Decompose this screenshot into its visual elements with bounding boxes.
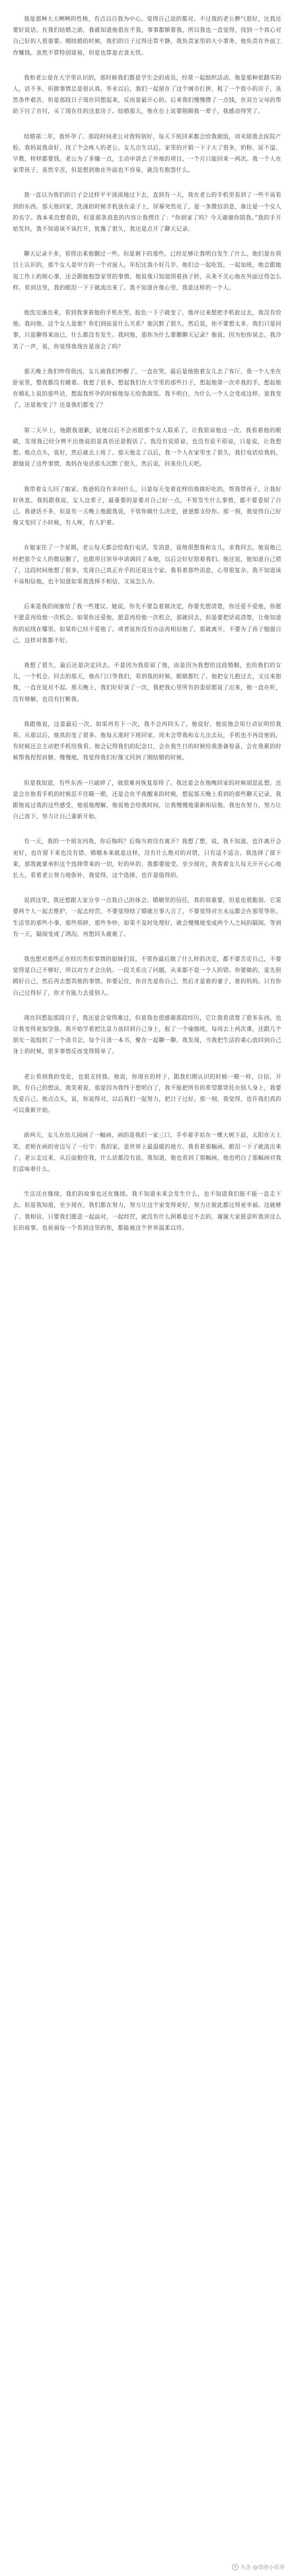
article-paragraph-10: 在娘家住了一个星期，老公每天都会给我打电话，发消息，说他很想我和女儿，求我回去。他说他已经把那个女人的微信删了，也跟项目领导申请调回了本地，以后会好好陪着我们。他还说，他知道自己错了，这段时间他想了很多，发现自己真正在乎的还是这个家。我看着那些消息，心里很复杂。我不知道该不该相信他，也不知道如果我选择不相信，又该怎么办。 xyxy=(13,545,281,585)
article-paragraph-19: 老公看到我的变化，也很支持我。他说，你现在的样子，跟我们刚认识的时候一模一样，自信，开朗，有自己的想法。我笑着说，那是因为我终于想明白了，我不能把所有的希望都寄托在别人身上，我要先爱自己。他点点头，说，你说得对，以后我们一起努力，把日子过好。那一刻，我觉得，也许我们真的可以重新开始。 xyxy=(13,1073,281,1114)
toutiao-logo-icon xyxy=(232,2564,238,2570)
article-paragraph-12: 我想了很久，最后还是决定回去。不是因为我原谅了他，而是因为我想给这段婚姻，也给我们的女儿，一个机会。回去的那天，他在门口等我们，看到我的时候，眼睛都红了。他把女儿抱过去，又过来抱我，一直在说对不起。那天晚上，我们好好谈了一次，我把我心里所有的委屈都说了出来，他一直在听，没有辩解，也没有打断我。 xyxy=(13,662,281,703)
watermark-text: 头条 @情感小故事 xyxy=(240,2565,285,2571)
article-paragraph-11: 后来是我的闺蜜给了我一些建议。她说，你先不要急着做决定，你要先想清楚，你还爱不爱他，你愿不愿意再给他一次机会。如果你还爱他，愿意再给他一次机会，那就回去，但是要把话说清楚，让他知道你的底线在哪里。如果你已经不爱他了，或者说你没有办法再相信他了，那就离开，不要为了孩子勉强自己，这样对谁都不好。 xyxy=(13,603,281,644)
article-paragraph-7: 那天晚上我们吵得很凶，女儿被我们吵醒了，一直在哭。最后是他抱着女儿去了客厅，我一个人坐在卧室里，整夜都没有睡着。我想了很多，想起我们在大学里的那些日子，想起他第一次牵我的手，想起他在婚礼上说的那些话，想起我怀孕的时候他每天给我做饭。我不明白，为什么一个人会变成这样。是我变了，还是他变了？还是我们都变了？ xyxy=(13,368,281,409)
article-paragraph-15: 有一天，我的一个朋友问我，你后悔吗？后悔当初没有离开？我想了想，说，我不知道。也许离开会更好，也许留下来也没有错。婚姻本来就是这样，没有什么绝对的对错，只有适不适合。我选择了留下来，那我就要承担这个选择带来的一切，好的坏的，我都要接受。至少现在，我看着女儿每天开开心心地长大，看着老公努力地弥补，我觉得，这个选择，也许是值得的。 xyxy=(13,838,281,879)
article-paragraph-18: 现在回想起那段日子，我还是会觉得难过，但是我也很感谢那段经历，它让我看清楚了很多东西，也让我变得更加坚强。我开始学着把注意力放回到自己身上，报了一个瑜伽班，每周去上两次课，还跟几个朋友一起组织了一个读书会，每个月读一本书，聚在一起聊一聊。我发现，当我把生活的重心放回到自己身上的时候，很多事情反而变得简单了。 xyxy=(13,1014,281,1055)
article-paragraph-13: 我跟他说，这是最后一次。如果再有下一次，我不会再回头了。他说好，他说他会用行动证明给我看。从那以后，他真的变了很多。他每天准时下班回家，周末会带我和女儿出去玩，手机也不再设密码，有时候还会主动把手机给我看。他会记得我们的纪念日，会在我生日的时候给我准备惊喜，会在我累的时候帮我捏捏肩膀。慢慢地，我觉得我们好像又回到了刚结婚的时候。 xyxy=(13,721,281,761)
article-paragraph-1: 我是那种大大咧咧的性格，有点以自我为中心，觉得自己说的都对。不过我的老公脾气很好，比我还要好说话。在我们结婚之前，我就知道他很在乎我，事事都顺着我，所以我也一直觉得，找到一个真心对自己好的人很重要。刚结婚的时候，我们的日子过得还算平静，我负责家里的大小事务，他负责在外面工作赚钱。虽然不算特别富裕，但是也算是衣食无忧。 xyxy=(13,16,281,56)
article-paragraph-4: 我一直以为我们的日子会这样平平淡淡地过下去，直到有一天，我在老公的手机里看到了一些不该看到的东西。那天他回家，洗澡的时候手机放在桌子上，屏幕突然亮了，是一条微信消息，备注是一个女人的名字。我本来没想看的，但是那条消息的内容让我愣住了：“你到家了吗？今天谢谢你陪我。”我的手开始发抖，我不知道该不该打开，犹豫了很久，我还是点开了聊天记录。 xyxy=(13,192,281,233)
article-paragraph-17: 我也想对那些正在经历类似事情的姐妹们说，不管你最后做了什么样的决定，都不要否定自己，不要觉得是自己不够好，所以对方才会出轨。一段关系出了问题，从来都不是一个人的错。你要做的，是先照顾好自己，然后再去想其他的事情。你要记住，你首先是你自己，然后才是谁的妻子，谁的妈妈。只有你自己过得好了，你才有能力去爱别人。 xyxy=(13,956,281,996)
article-paragraph-20: 前两天，女儿在幼儿园画了一幅画，画的是我们一家三口，手牵着手站在一棵大树下面，太阳在天上笑。老师在画的旁边写了一行字：我的家，是世界上最温暖的地方。我看着那幅画，眼泪一下子就流出来了。老公走过来，从后面抱住我，什么话都没有说。我知道，他也看到了那幅画，他也明白了那幅画对我们意味着什么。 xyxy=(13,1132,281,1173)
article-paragraph-9: 我带着女儿回了娘家。我爸妈没有多问什么，只是每天变着花样给我做好吃的，帮我带孩子，让我好好休息。我妈跟我说，女人这辈子，最重要的是要对自己好一点，不管发生什么事情，都不要委屈了自己。我爸话不多，但是有一天晚上他跟我说，不管你做什么决定，爸爸都支持你。那一刻，我觉得自己好像又变回了小时候，有人疼，有人护着。 xyxy=(13,486,281,527)
article-body xyxy=(0,0,292,1234)
article-paragraph-8: 第二天早上，他跟我道歉，说他以后不会再跟那个女人联系了，让我原谅他这一次。我看着他的眼睛，发现我已经分辨不出他说的是真话还是假话了。我没有说原谅，也没有说不原谅，只是说，让我想想。他点点头，说好，然后就去上班了。那天他走了以后，我一个人在家里坐了很久，我打电话给我妈，跟她说了这件事情，我妈在电话那头沉默了很久，然后说，回来住几天吧。 xyxy=(13,427,281,468)
article-paragraph-5: 聊天记录不多，看得出来他删过一些。但是剩下的那些，已经足够让我明白发生了什么。他们是在项目上认识的，那个女人是甲方的一个对接人，年纪比我小好几岁。他们会一起吃饭，一起加班，他会跟她说工作上的烦心事，还会跟她抱怨家里的事情。他说我只知道围着孩子转，从来不关心他在外面过得怎么样。看到这里，我的眼泪一下子就流出来了。我不知道在他心里，我是这样的一个人。 xyxy=(13,251,281,291)
article-paragraph-6: 他洗完澡出来，看到我拿着他的手机在哭，脸色一下子就变了。他冲过来想把手机抢过去，我没有给他。我问他，这个女人是谁？你们到底是什么关系？他沉默了很久，然后说，你不要想太多，我们只是同事，只是聊得来而已，什么都没有发生。我问他，那你为什么要删聊天记录？他说，因为怕你误会。我冷笑了一声，说，你觉得我现在是误会了吗？ xyxy=(13,310,281,350)
article-paragraph-3: 结婚第二年，我怀孕了。那段时间老公对我特别好，每天下班回来都会给我做饭，周末陪我去医院产检。我妈说我命好，找了个会疼人的老公。女儿出生以后，家里的开销一下子大了很多，奶粉、尿不湿、早教，样样都要钱。老公为了多赚一点，主动申请去了外地的项目，一个月只能回来一两次。我一个人在家带孩子，虽然辛苦，但是想到他在外面也不容易，就没有抱怨什么。 xyxy=(13,133,281,174)
article-paragraph-14: 但是我知道，有些东西一旦破碎了，就很难再恢复原样了。我还是会在他晚回家的时候胡思乱想，还是会在他看手机的时候忍不住瞄一眼，还是会在半夜醒来的时候，想起那天晚上看到的那些聊天记录。我跟他说过我的这些感受，他说他理解，他说他会给我时间，让我慢慢地重新相信他。我也在努力，努力让自己放下，努力让自己重新开始。 xyxy=(13,779,281,820)
article-paragraph-16: 说到这里，我还想跟大家分享一点我自己的体会。婚姻里的信任，真的很重要，但是也很脆弱。它需要两个人一起去维护，一起去经营。不要觉得结了婚就万事大吉了，不要觉得对方永远都会在那里等你。生活里的那些小事，那些琐碎，那些争吵，如果不及时处理好，就会慢慢地变成两个人之间的隔阂。等到有一天，隔阂变成了鸿沟，再想回头就难了。 xyxy=(13,897,281,937)
article-paragraph-2: 我和老公是在大学里认识的，那时候我们都是学生会的成员，经常一起组织活动。他是那种很踏实的人，话不多，但做事情总是很认真。毕业以后，我们一起留在了这个城市打拼，租了一个很小的房子，虽然条件艰苦，但是那段日子现在回想起来，反而是最开心的。后来我们慢慢攒了一点钱，在双方父母的帮助下付了首付，买了现在住的这套房子。结婚那天，他在台上说要照顾我一辈子，我感动得哭了。 xyxy=(13,74,281,115)
article-paragraph-21: 生活还在继续，我们的故事也还在继续。我不知道未来会发生什么，也不知道我们能不能一直走下去。但是我知道，至少现在，我们都在努力，努力让这个家变得更好，努力让彼此都过得更幸福。这就够了。我相信，只要我们愿意一起面对，一起经营，就没有什么困难是过不去的。谢谢大家愿意听我讲这么长的故事，也祝福每一个看到这里的你，都能被这个世界温柔以待。 xyxy=(13,1191,281,1231)
platform-watermark xyxy=(232,2563,285,2571)
